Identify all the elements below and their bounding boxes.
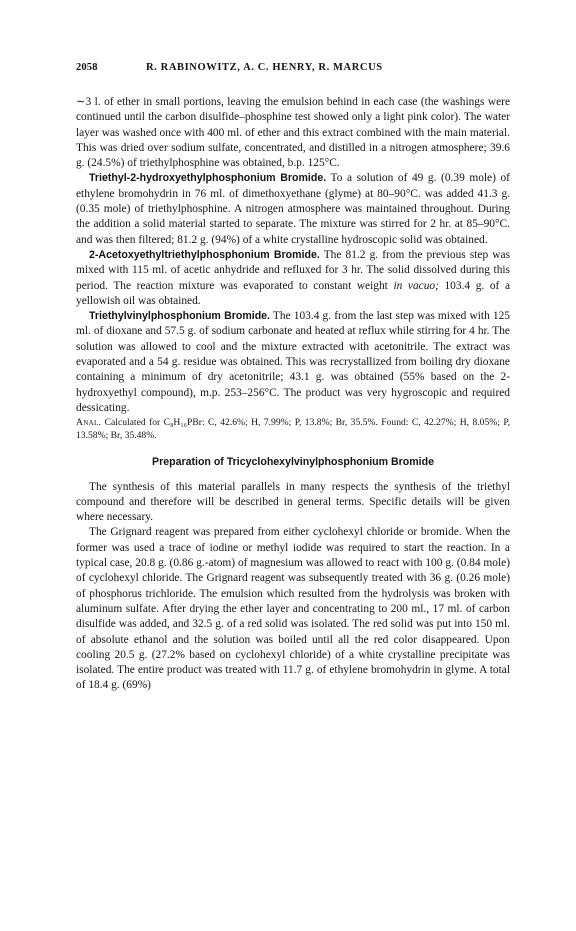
paragraph-text: 103.4 g. of a yellowish oil was obtained. xyxy=(76,279,510,307)
elemental-analysis xyxy=(76,416,510,442)
paragraph-continued: ∼3 l. of ether in small portions, leaving the emulsion behind in each case (the washings were continued until the carbon disulfide–phosphine test showed only a light pink color). The water layer was washed once with 400 ml. of ether and this extract combined with the main material. This was dried over sodium sulfate, concentrated, and distilled in a nitrogen atmosphere; 39.6 g. (24.5%) of triethylphosphine was obtained, b.p. 125°C. xyxy=(76,96,510,170)
paragraph-text: To a solution of 49 g. (0.39 mole) of ethylene bromohydrin in 76 ml. of dimethoxyethane (glyme) at 80–90°C. was added 41.3 g. (0.35 mole) of triethylphosphine. A nitrogen atmosphere was maintained throughout. During the addition a solid material started to separate. The mixture was stirred for 2 hr. at 85–90°C. and was then filtered; 81.2 g. (94%) of a white crystalline hydroscopic solid was obtained. xyxy=(76,172,510,246)
page-number: 2058 xyxy=(76,62,98,73)
paragraph-synthesis-overview: The synthesis of this material parallels in many respects the synthesis of the triethyl compound and therefore will be described in general terms. Specific details will be given where necessary. xyxy=(76,480,510,524)
paragraph-acetoxyethyl xyxy=(76,248,510,309)
paragraph-triethylvinyl xyxy=(76,309,510,416)
paragraph-triethyl-hydroxyethyl xyxy=(76,171,510,247)
page xyxy=(76,62,510,694)
compound-heading: Triethyl-2-hydroxyethylphosphonium Bromide. xyxy=(89,172,327,185)
running-header-authors: R. RABINOWITZ, A. C. HENRY, R. MARCUS xyxy=(146,62,383,73)
paragraph-text: The 81.2 g. from the previous step was mixed with 115 ml. of acetic anhydride and refluxed for 3 hr. The solid dissolved during this period. The reaction mixture was evaporated to constant weight xyxy=(76,248,511,292)
running-header xyxy=(76,62,510,76)
article-body xyxy=(76,95,510,694)
italic-text: in vacuo; xyxy=(393,279,439,292)
paragraph-grignard: The Grignard reagent was prepared from either cyclohexyl chloride or bromide. When the former was used a trace of iodine or methyl iodide was required to start the reaction. In a typical case, 20.8 g. (0.86 g.-atom) of magnesium was allowed to react with 100 g. (0.84 mole) of cyclohexyl chloride. The Grignard reagent was subsequently treated with 36 g. (0.26 mole) of phosphorus trichloride. The emulsion which resulted from the hydrolysis was broken with aluminum sulfate. After drying the ether layer and concentrating to 200 ml., 17 ml. of carbon disulfide was added, and 32.5 g. of a red solid was isolated. The red solid was put into 150 ml. of absolute ethanol and the solution was boiled until all the red color disappeared. Upon cooling 20.5 g. (27.2% based on cyclohexyl chloride) of a white crystalline precipitate was isolated. The entire product was treated with 11.7 g. of ethylene bromohydrin in glyme. A total of 18.4 g. (69%) xyxy=(76,526,510,692)
compound-heading: Triethylvinylphosphonium Bromide. xyxy=(89,310,270,323)
analysis-label: Anal. xyxy=(76,417,102,429)
compound-heading: 2-Acetoxyethyltriethylphosphonium Bromide. xyxy=(89,248,320,261)
paragraph-text: The 103.4 g. from the last step was mixed with 125 ml. of dioxane and 57.5 g. of sodium carbonate and heated at reflux while stirring for 4 hr. The solution was allowed to cool and the mixture extracted with acetonitrile. The extract was evaporated and a 54 g. residue was obtained. This was recrystallized from boiling dry dioxane containing a minimum of dry acetonitrile; 43.1 g. was obtained (55% based on the 2-hydroxyethyl compound), m.p. 253–256°C. The product was very hygroscopic and required dessicating. xyxy=(76,310,510,414)
analysis-text: Calculated for C₈H₁₆PBr: C, 42.6%; H, 7.99%; P, 13.8%; Br, 35.5%. Found: C, 42.27%; H, 8.05%; P, 13.58%; Br, 35.48%. xyxy=(76,417,510,442)
section-title: Preparation of Tricyclohexylvinylphosphonium Bromide xyxy=(152,456,434,469)
